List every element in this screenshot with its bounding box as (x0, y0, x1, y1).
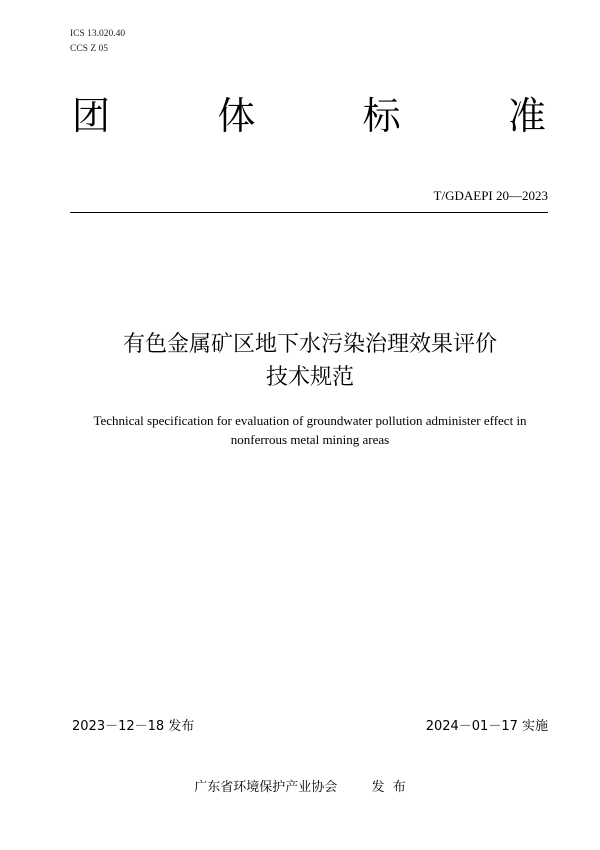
title-line: 技术规范 (265, 365, 354, 390)
publish-label: 发 布 (371, 780, 406, 795)
title-line: Technical specification for evaluation of groundwater pollution administer effect in (93, 413, 527, 428)
publisher-line (0, 776, 600, 795)
standard-type-heading (72, 92, 546, 140)
issue-date: 2023－12－18 发布 (72, 719, 195, 734)
title-line: nonferrous metal mining areas (230, 432, 390, 447)
heading-char: 体 (217, 94, 256, 138)
ccs-code: CCS Z 05 (70, 44, 109, 54)
title-chinese (0, 328, 600, 394)
heading-char: 团 (72, 94, 111, 138)
heading-char: 准 (507, 94, 546, 138)
standard-code: T/GDAEPI 20—2023 (433, 188, 548, 203)
publisher-name: 广东省环境保护产业协会 (194, 780, 338, 795)
title-english (0, 411, 600, 449)
divider (70, 212, 548, 213)
title-line: 有色金属矿区地下水污染治理效果评价 (122, 332, 497, 357)
effective-date: 2024－01－17 实施 (425, 719, 548, 734)
ics-code: ICS 13.020.40 (70, 29, 126, 39)
heading-char: 标 (362, 94, 401, 138)
